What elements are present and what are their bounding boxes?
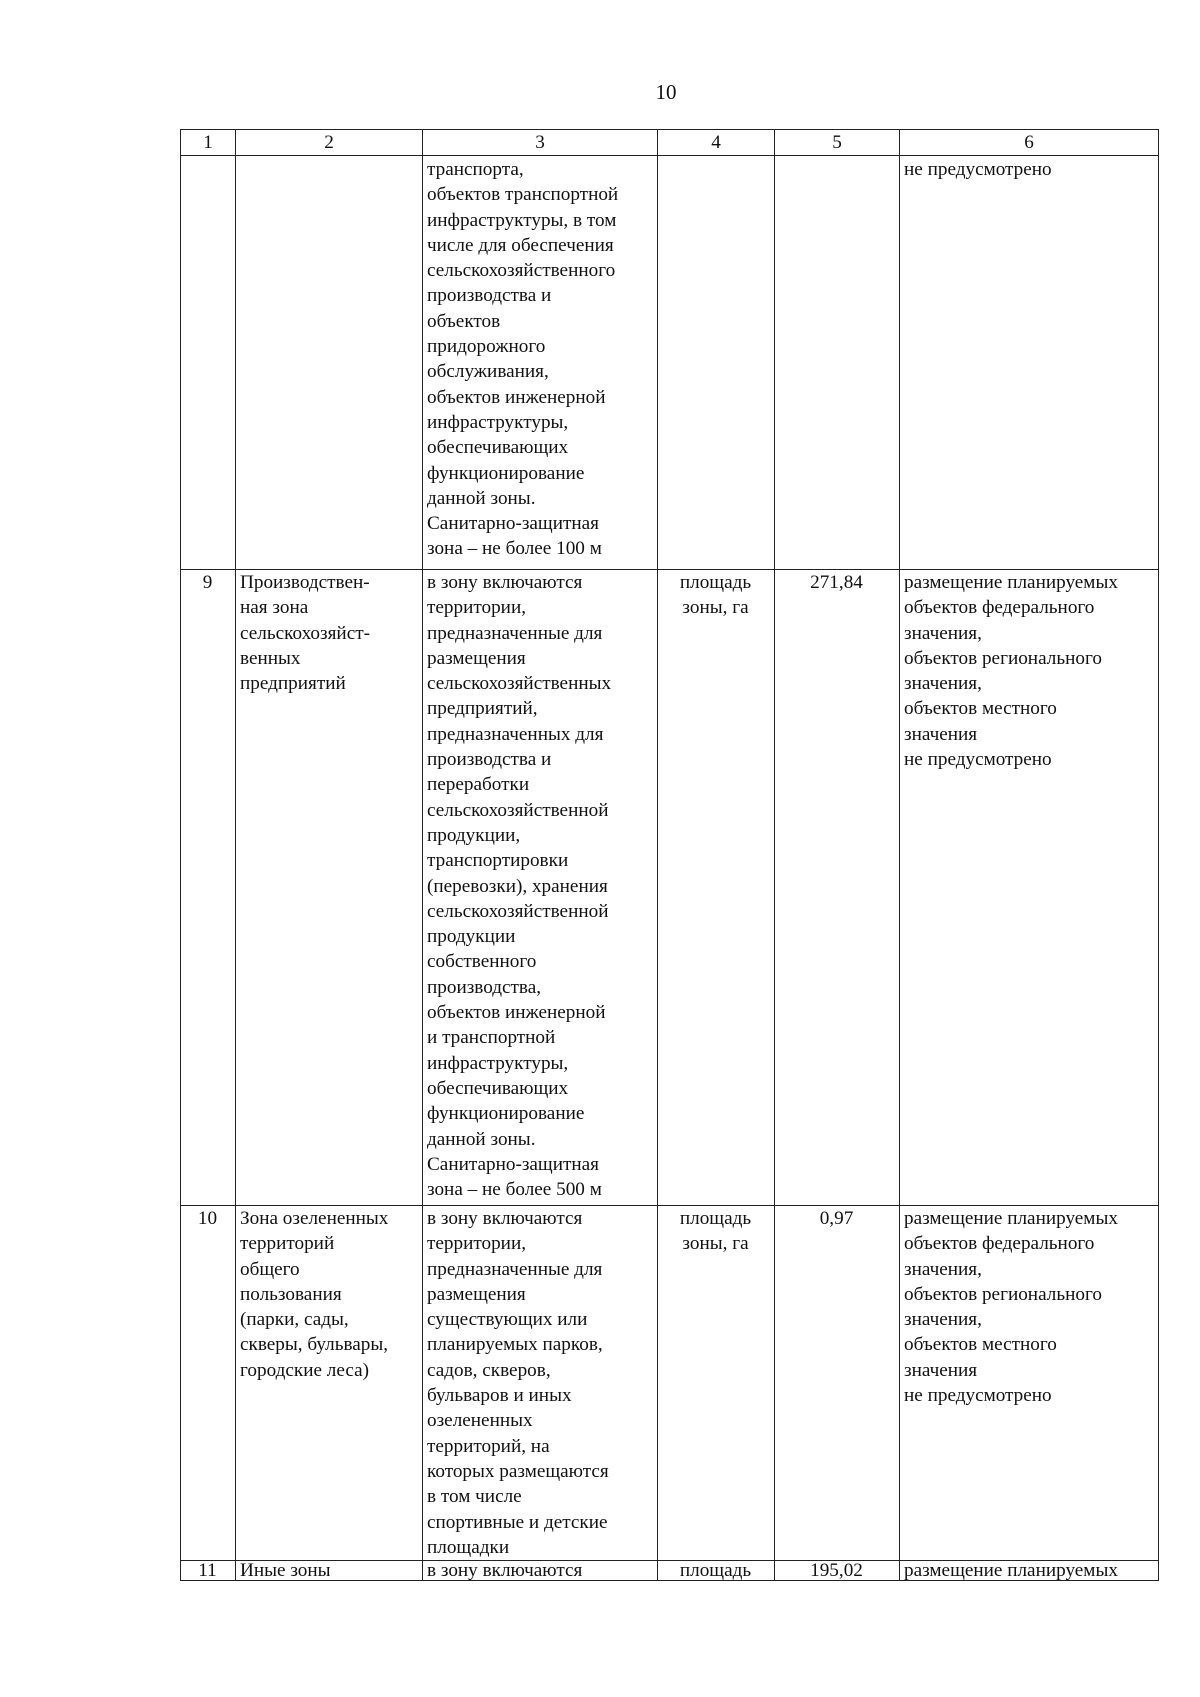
description-line: в зону включаются bbox=[427, 1561, 583, 1581]
description-line: обеспечивающих bbox=[427, 437, 569, 459]
value-cell bbox=[775, 570, 900, 1206]
description-line: предприятий, bbox=[427, 698, 538, 720]
zone-name-line: территорий bbox=[240, 1233, 335, 1255]
note-line: размещение планируемых bbox=[904, 1561, 1118, 1581]
note-line: значения, bbox=[904, 673, 982, 695]
column-header: 6 bbox=[900, 130, 1159, 156]
description-line: спортивные и детские bbox=[427, 1511, 608, 1533]
description-cell bbox=[423, 156, 658, 570]
note-line: значения bbox=[904, 723, 978, 745]
note-line: значения bbox=[904, 1359, 978, 1381]
parameter-line: площадь bbox=[679, 1208, 752, 1229]
row-number: 11 bbox=[198, 1560, 217, 1581]
description-line: обслуживания, bbox=[427, 361, 549, 383]
note-line: значения, bbox=[904, 1309, 982, 1331]
description-line: зона – не более 100 м bbox=[427, 538, 602, 560]
description-line: и транспортной bbox=[427, 1027, 556, 1049]
parameter-line: площадь bbox=[679, 572, 752, 593]
value: 0,97 bbox=[819, 1208, 854, 1229]
zones-table bbox=[180, 129, 1159, 1581]
description-line: данной зоны. bbox=[427, 1128, 536, 1150]
description-line: территорий, на bbox=[427, 1435, 550, 1457]
zone-name-line: сельскохозяйст- bbox=[240, 622, 370, 644]
note-line: не предусмотрено bbox=[904, 1385, 1052, 1407]
table-row bbox=[181, 1206, 1159, 1561]
description-line: инфраструктуры, bbox=[427, 411, 569, 433]
description-line: числе для обеспечения bbox=[427, 234, 614, 256]
description-line: продукции, bbox=[427, 824, 521, 846]
zone-name-line: венных bbox=[240, 647, 301, 669]
note-line: не предусмотрено bbox=[904, 159, 1052, 180]
description-line: размещения bbox=[427, 1283, 526, 1305]
description-line: производства и bbox=[427, 285, 552, 307]
description-line: размещения bbox=[427, 647, 526, 669]
value-cell bbox=[775, 156, 900, 570]
description-line: озелененных bbox=[427, 1410, 533, 1432]
parameter-line: зоны, га bbox=[682, 1233, 749, 1255]
description-line: сельскохозяйственного bbox=[427, 260, 616, 282]
description-line: сельскохозяйственной bbox=[427, 900, 609, 922]
note-line: значения, bbox=[904, 1258, 982, 1280]
zone-name-line: ная зона bbox=[240, 597, 309, 619]
note-line: размещение планируемых bbox=[904, 1208, 1118, 1229]
value-cell bbox=[775, 1206, 900, 1561]
value: 195,02 bbox=[810, 1560, 863, 1581]
description-line: собственного bbox=[427, 951, 537, 973]
description-line: предназначенных для bbox=[427, 723, 604, 745]
description-line: инфраструктуры, bbox=[427, 1052, 569, 1074]
note-line: объектов федерального bbox=[904, 1233, 1095, 1255]
description-line: предназначенные для bbox=[427, 622, 603, 644]
description-line: функционирование bbox=[427, 462, 585, 484]
row-number-cell bbox=[181, 156, 236, 570]
note-line: размещение планируемых bbox=[904, 572, 1118, 593]
description-line: сельскохозяйственных bbox=[427, 673, 612, 695]
description-line: производства и bbox=[427, 749, 552, 771]
description-line: обеспечивающих bbox=[427, 1077, 569, 1099]
table-row bbox=[181, 570, 1159, 1206]
row-number: 9 bbox=[202, 572, 213, 593]
row-number-cell bbox=[181, 1206, 236, 1561]
row-number-cell bbox=[181, 1561, 236, 1581]
column-header: 2 bbox=[236, 130, 423, 156]
value-cell bbox=[775, 1561, 900, 1581]
description-line: бульваров и иных bbox=[427, 1385, 572, 1407]
parameter-cell bbox=[658, 1206, 775, 1561]
description-line: которых размещаются bbox=[427, 1460, 609, 1482]
description-line: предназначенные для bbox=[427, 1258, 603, 1280]
column-header: 1 bbox=[181, 130, 236, 156]
note-cell bbox=[900, 156, 1159, 570]
column-header: 3 bbox=[423, 130, 658, 156]
zone-name-line: городские леса) bbox=[240, 1359, 370, 1381]
description-line: существующих или bbox=[427, 1309, 588, 1331]
note-cell bbox=[900, 1206, 1159, 1561]
description-line: функционирование bbox=[427, 1103, 585, 1125]
parameter-line: зоны, га bbox=[682, 597, 749, 619]
parameter-cell bbox=[658, 1561, 775, 1581]
description-line: объектов инженерной bbox=[427, 1002, 606, 1024]
column-header: 5 bbox=[775, 130, 900, 156]
description-line: продукции bbox=[427, 926, 516, 948]
description-line: территории, bbox=[427, 1233, 527, 1255]
page-number: 10 bbox=[655, 80, 677, 104]
description-cell bbox=[423, 1561, 658, 1581]
description-line: Санитарно-защитная bbox=[427, 513, 599, 535]
zone-name-line: скверы, бульвары, bbox=[240, 1334, 389, 1356]
description-line: планируемых парков, bbox=[427, 1334, 603, 1356]
description-line: производства, bbox=[427, 976, 542, 998]
zone-name-cell bbox=[236, 570, 423, 1206]
parameter-cell bbox=[658, 570, 775, 1206]
description-line: сельскохозяйственной bbox=[427, 799, 609, 821]
description-line: территории, bbox=[427, 597, 527, 619]
note-cell bbox=[900, 1561, 1159, 1581]
description-line: переработки bbox=[427, 774, 530, 796]
zone-name-line: Производствен- bbox=[240, 572, 370, 593]
value: 271,84 bbox=[810, 572, 863, 593]
note-line: объектов федерального bbox=[904, 597, 1095, 619]
description-line: площадки bbox=[427, 1536, 510, 1558]
note-line: объектов местного bbox=[904, 698, 1057, 720]
description-line: объектов bbox=[427, 310, 501, 332]
description-line: транспортировки bbox=[427, 850, 569, 872]
zone-name-cell bbox=[236, 156, 423, 570]
description-line: данной зоны. bbox=[427, 487, 536, 509]
parameter-line: площадь bbox=[679, 1561, 752, 1581]
description-line: в зону включаются bbox=[427, 572, 583, 593]
zone-name-cell bbox=[236, 1561, 423, 1581]
note-line: значения, bbox=[904, 622, 982, 644]
note-line: объектов регионального bbox=[904, 647, 1102, 669]
table-row bbox=[181, 156, 1159, 570]
description-cell bbox=[423, 1206, 658, 1561]
description-line: придорожного bbox=[427, 336, 546, 358]
description-cell bbox=[423, 570, 658, 1206]
zone-name-line: общего bbox=[240, 1258, 300, 1280]
description-line: садов, скверов, bbox=[427, 1359, 551, 1381]
column-header: 4 bbox=[658, 130, 775, 156]
zone-name-line: Иные зоны bbox=[240, 1561, 331, 1581]
header-row bbox=[181, 130, 1159, 156]
note-line: объектов местного bbox=[904, 1334, 1057, 1356]
row-number: 10 bbox=[197, 1208, 218, 1229]
description-line: в том числе bbox=[427, 1486, 522, 1508]
description-line: зона – не более 500 м bbox=[427, 1179, 602, 1201]
description-line: объектов транспортной bbox=[427, 184, 619, 206]
zone-name-line: (парки, сады, bbox=[240, 1309, 349, 1331]
zone-name-line: пользования bbox=[240, 1283, 342, 1305]
note-cell bbox=[900, 570, 1159, 1206]
row-number-cell bbox=[181, 570, 236, 1206]
note-line: объектов регионального bbox=[904, 1283, 1102, 1305]
description-line: транспорта, bbox=[427, 159, 524, 180]
zone-name-line: Зона озелененных bbox=[240, 1208, 389, 1229]
zone-name-cell bbox=[236, 1206, 423, 1561]
note-line: не предусмотрено bbox=[904, 749, 1052, 771]
description-line: (перевозки), хранения bbox=[427, 875, 608, 897]
table-row bbox=[181, 1561, 1159, 1581]
zone-name-line: предприятий bbox=[240, 673, 346, 695]
description-line: Санитарно-защитная bbox=[427, 1153, 599, 1175]
description-line: в зону включаются bbox=[427, 1208, 583, 1229]
description-line: объектов инженерной bbox=[427, 386, 606, 408]
description-line: инфраструктуры, в том bbox=[427, 209, 617, 231]
parameter-cell bbox=[658, 156, 775, 570]
